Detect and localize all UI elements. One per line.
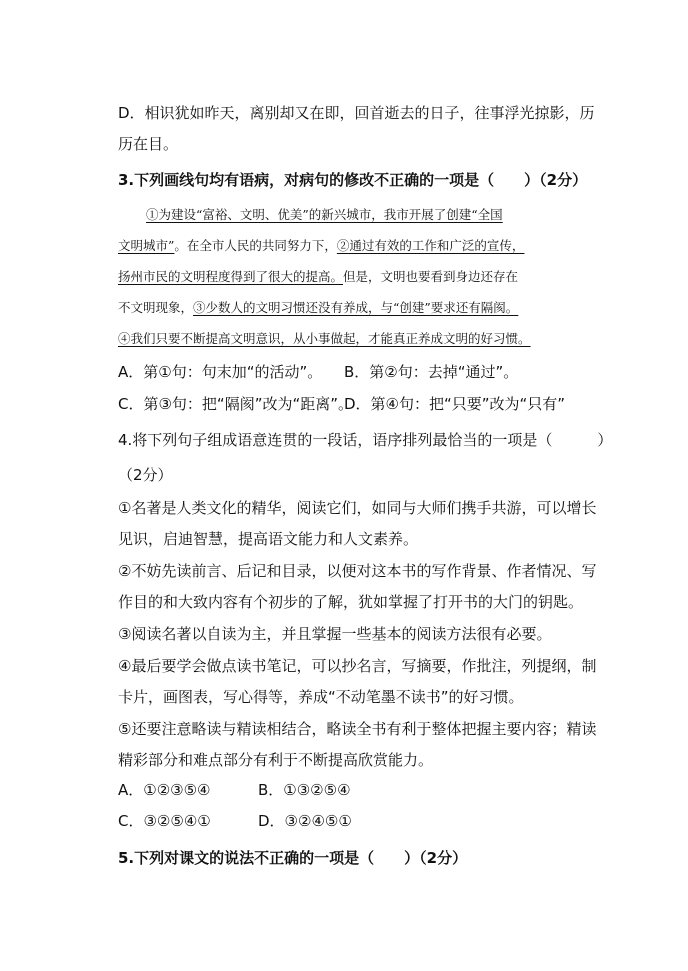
q3-passage-line1 <box>146 206 616 224</box>
q3-option-d: D．第④句：把“只要”改为“只有” <box>344 395 566 413</box>
q2-option-d-line2: 历在目。 <box>118 135 179 153</box>
q3-stem: 3.下列画线句均有语病，对病句的修改不正确的一项是（ ）（2分） <box>118 171 588 189</box>
q3-plain-text: 不文明现象， <box>118 300 194 315</box>
q3-underlined-sentence-1-end: 文明城市” <box>118 238 175 253</box>
q4-option-a: A．①②③⑤④ <box>118 781 211 799</box>
q3-underlined-sentence-3: ③少数人的文明习惯还没有养成，与“创建”要求还有隔阂。 <box>193 300 519 315</box>
q3-plain-text: 但是，文明也要看到身边还存在 <box>343 269 519 284</box>
q3-passage-line3 <box>118 268 588 286</box>
q4-sentence-1-line2: 见识，启迪智慧，提高语文能力和人文素养。 <box>118 530 419 548</box>
q4-sentence-2-line2: 作目的和大致内容有个初步的了解，犹如掌握了打开书的大门的钥匙。 <box>118 593 584 611</box>
q3-passage-line4 <box>118 299 588 317</box>
q3-passage-line2 <box>118 237 588 255</box>
q4-sentence-4-line2: 卡片，画图表，写心得等，养成“不动笔墨不读书”的好习惯。 <box>118 688 524 706</box>
q3-underlined-sentence-1: ①为建设“富裕、文明、优美”的新兴城市，我市开展了创建“全国 <box>146 207 503 222</box>
q3-plain-text: 。在全市人民的共同努力下， <box>174 238 337 253</box>
q3-underlined-sentence-4: ④我们只要不断提高文明意识，从小事做起，才能真正养成文明的好习惯。 <box>118 331 531 346</box>
q4-sentence-5-line1: ⑤还要注意略读与精读相结合，略读全书有利于整体把握主要内容；精读 <box>118 720 597 738</box>
q2-option-d-line1: D．相识犹如昨天，离别却又在即，回首逝去的日子，往事浮光掠影，历 <box>118 104 595 122</box>
q4-stem-line1: 4.将下列句子组成语意连贯的一段话，语序排列最恰当的一项是（ ） <box>118 431 613 449</box>
q5-stem: 5.下列对课文的说法不正确的一项是（ ）（2分） <box>118 849 468 867</box>
q4-sentence-3-line1: ③阅读名著以自读为主，并且掌握一些基本的阅读方法很有必要。 <box>118 625 552 643</box>
q4-option-b: B．①③②⑤④ <box>258 781 351 799</box>
q4-sentence-4-line1: ④最后要学会做点读书笔记，可以抄名言，写摘要，作批注，列提纲，制 <box>118 657 597 675</box>
q4-stem-line2: （2分） <box>118 466 173 484</box>
q4-option-d: D．③②④⑤① <box>258 812 352 830</box>
q3-option-a: A．第①句：句末加“的活动”。 <box>118 363 323 381</box>
q3-passage-line5 <box>118 330 588 348</box>
q4-sentence-2-line1: ②不妨先读前言、后记和目录，以便对这本书的写作背景、作者情况、写 <box>118 562 597 580</box>
q3-underlined-sentence-2-end: 扬州市民的文明程度得到了很大的提高。 <box>118 269 344 284</box>
q3-underlined-sentence-2: ②通过有效的工作和广泛的宣传， <box>336 238 525 253</box>
q3-option-c: C．第③句：把“隔阂”改为“距离”。 <box>118 395 354 413</box>
q4-option-c: C．③②⑤④① <box>118 812 211 830</box>
q4-sentence-5-line2: 精彩部分和难点部分有利于不断提高欣赏能力。 <box>118 751 434 769</box>
q4-sentence-1-line1: ①名著是人类文化的精华，阅读它们，如同与大师们携手共游，可以增长 <box>118 499 597 517</box>
q3-option-b: B．第②句：去掉“通过”。 <box>344 363 519 381</box>
